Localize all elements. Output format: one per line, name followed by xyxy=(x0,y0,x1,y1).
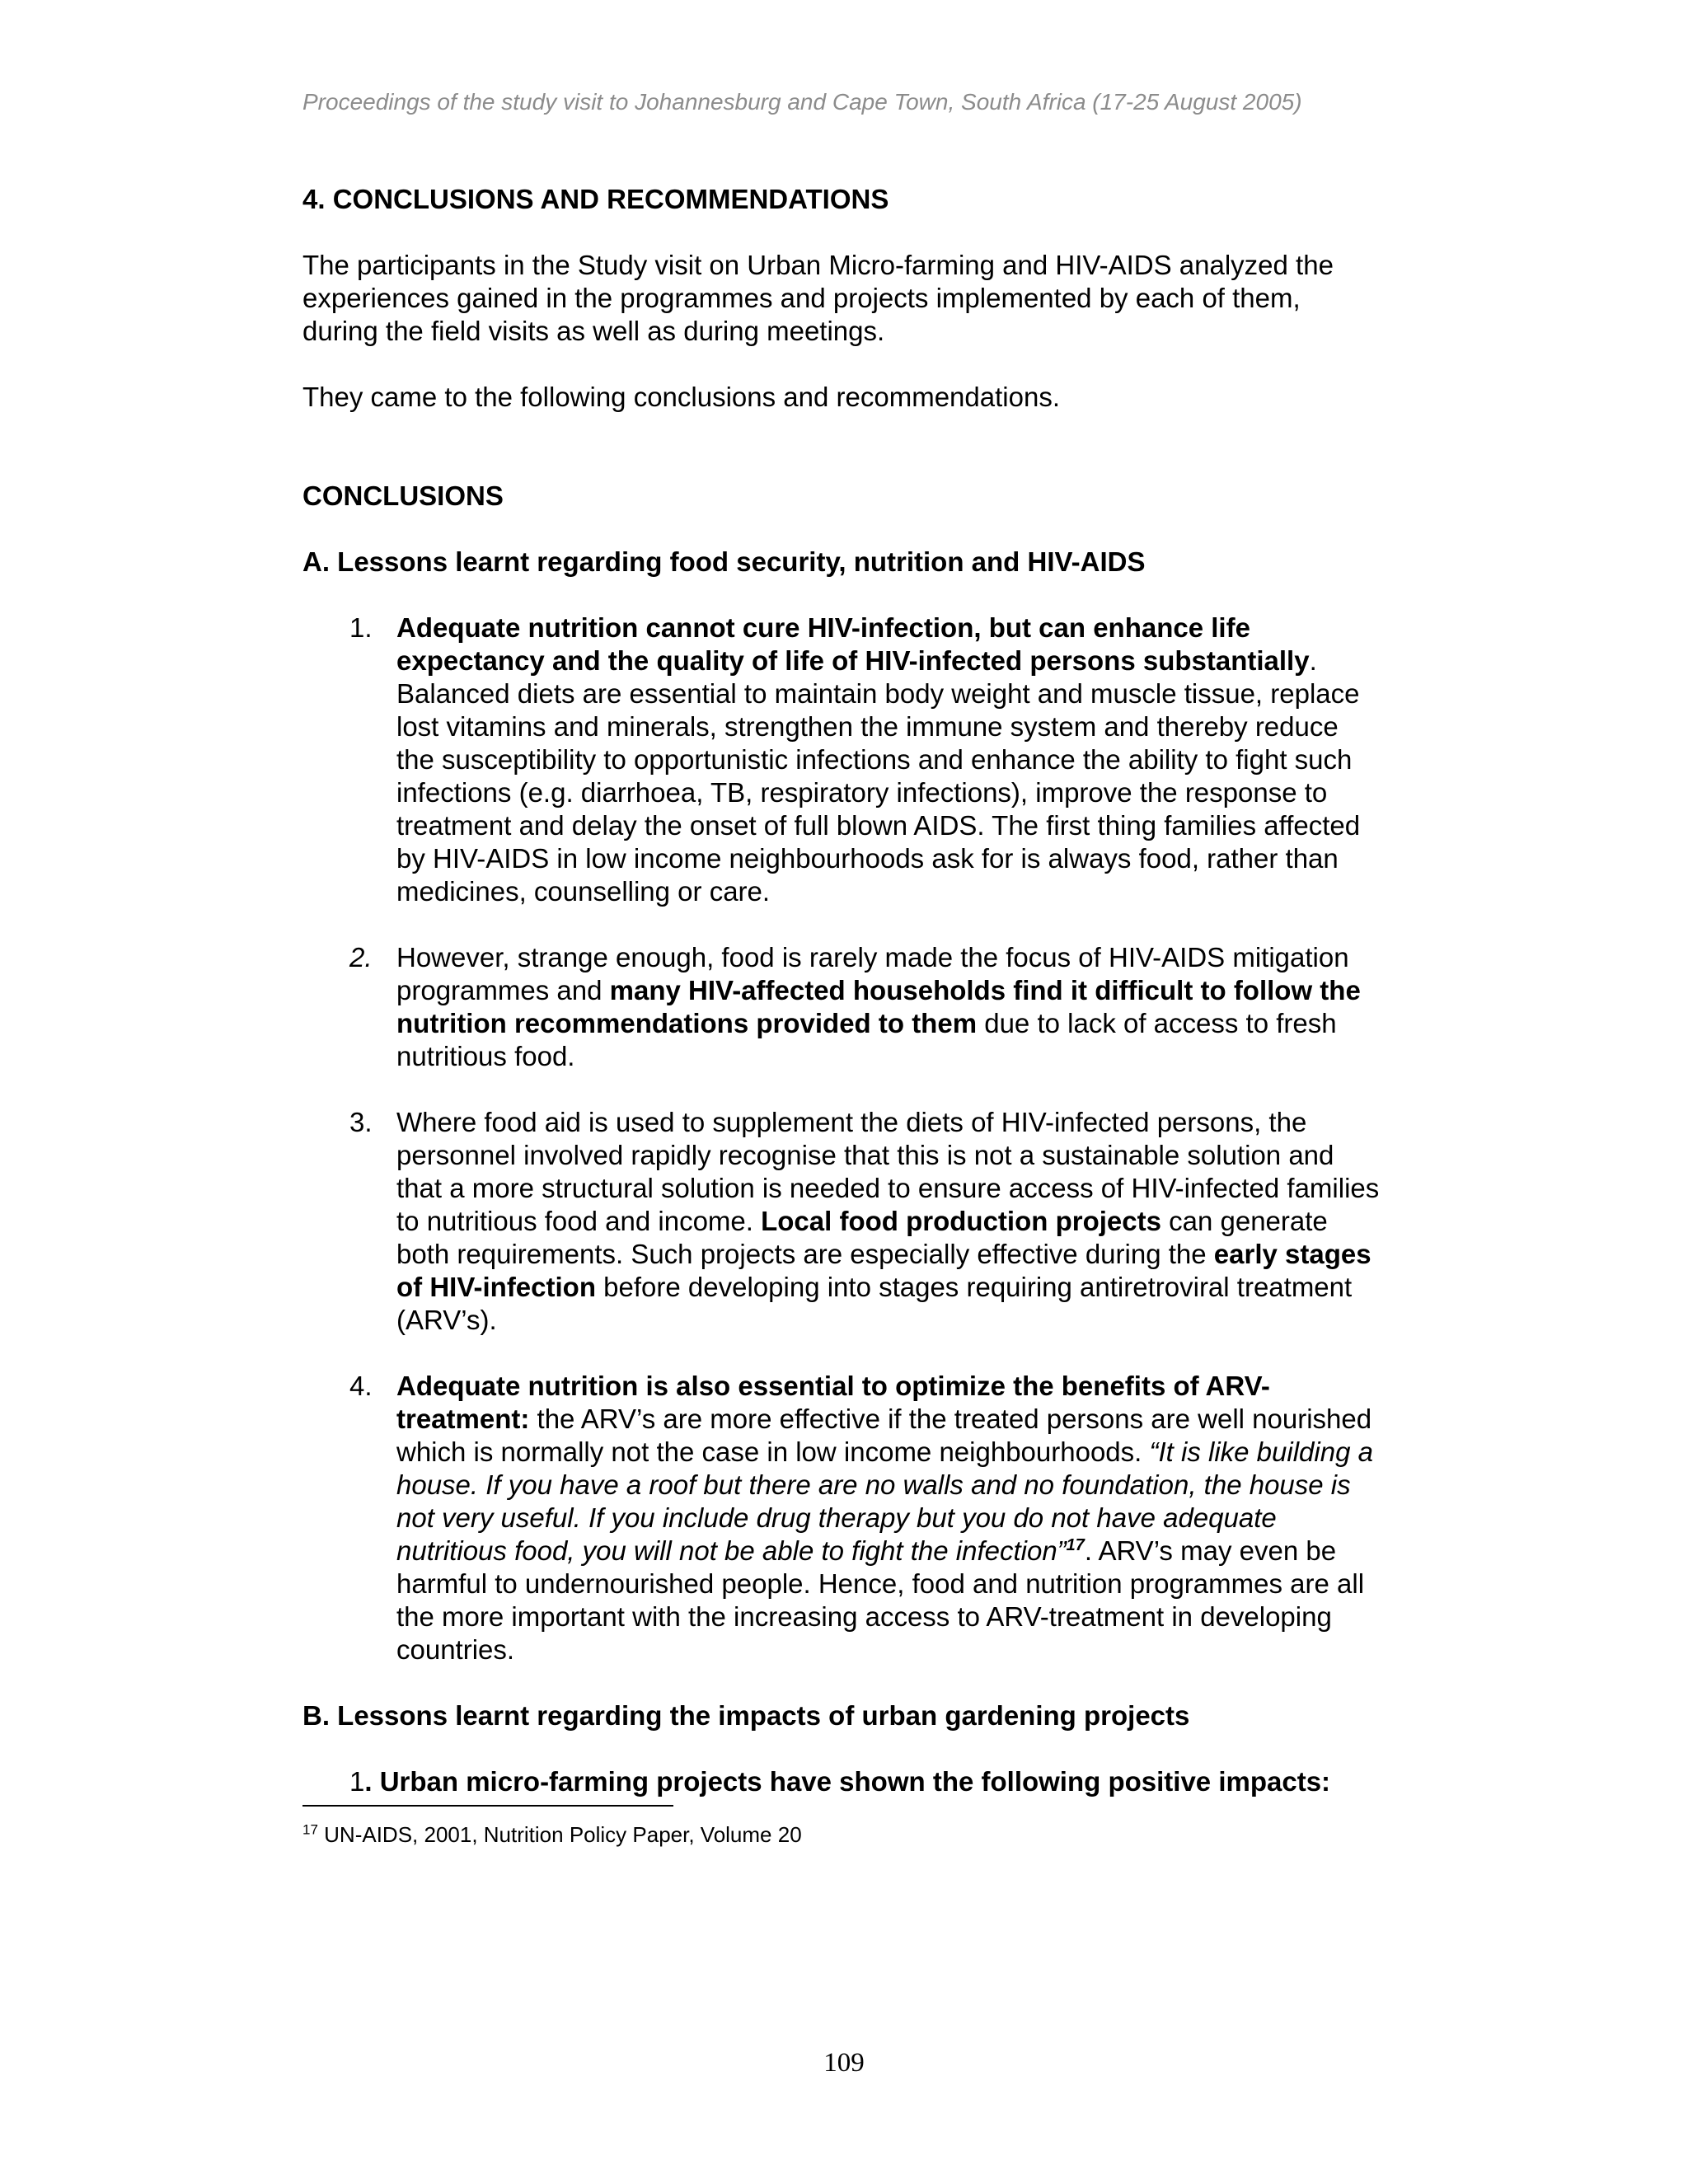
body-text: the ARV’s are more effective if the treated persons are well nourished which is normally not the case in low income neighbourhoods. xyxy=(396,1404,1372,1467)
footnote-reference[interactable]: 17 xyxy=(1066,1536,1085,1554)
subsection-a-heading: A. Lessons learnt regarding food security, nutrition and HIV-AIDS xyxy=(302,546,1146,577)
emphasis-text: Adequate nutrition is also essential to optimize the benefits of ARV-treatment: xyxy=(396,1371,1270,1434)
list-item-number: 3. xyxy=(349,1107,373,1137)
emphasis-text: early stages of HIV-infection xyxy=(396,1239,1372,1302)
footnote-divider xyxy=(302,1805,673,1807)
quote-text: “It is like building a house. If you have a roof but there are no walls and no foundation, the house is not very useful. If you include drug therapy but you do not have adequate nutritious food, you will not be able to fight the infection” xyxy=(396,1436,1373,1566)
emphasis-text: many HIV-affected households find it difficult to follow the nutrition recommendations provided to them xyxy=(396,975,1361,1038)
body-text: However, strange enough, food is rarely made the focus of HIV-AIDS mitigation programmes and xyxy=(396,942,1349,1005)
vertical-spacer xyxy=(302,447,1382,480)
body-text: . ARV’s may even be harmful to undernourished people. Hence, food and nutrition programmes are all the more important with the increasing access to ARV-treatment in developing countries. xyxy=(396,1535,1365,1665)
page-content xyxy=(302,183,1382,1798)
section-title: 4. CONCLUSIONS AND RECOMMENDATIONS xyxy=(302,184,889,214)
footnote xyxy=(302,1821,802,1848)
lessons-list-a xyxy=(302,612,1382,1666)
intro-paragraph-1: The participants in the Study visit on Urban Micro-farming and HIV-AIDS analyzed the experiences gained in the programmes and projects implemented by each of them, during the field visits as well as during meetings. xyxy=(302,250,1334,346)
body-text: before developing into stages requiring antiretroviral treatment (ARV’s). xyxy=(396,1272,1353,1335)
list-item xyxy=(302,941,1382,1073)
footnote-marker: 17 xyxy=(302,1821,318,1838)
body-text: Where food aid is used to supplement the diets of HIV-infected persons, the personnel involved rapidly recognise that this is not a sustainable solution and that a more structural solution is needed to ensure access of HIV-infected families to nutritious food and income. xyxy=(396,1107,1380,1236)
running-header: Proceedings of the study visit to Johannesburg and Cape Town, South Africa (17-25 August 2005) xyxy=(302,89,1302,115)
page-number: 109 xyxy=(823,2048,865,2078)
body-text: can generate both requirements. Such projects are especially effective during the xyxy=(396,1206,1328,1269)
impacts-item xyxy=(302,1765,1382,1798)
list-item xyxy=(302,1106,1382,1337)
intro-paragraph-2: They came to the following conclusions and recommendations. xyxy=(302,382,1060,412)
list-item-number: 1. xyxy=(349,612,373,643)
emphasis-text: Adequate nutrition cannot cure HIV-infection, but can enhance life expectancy and the quality of life of HIV-infected persons substantially xyxy=(396,612,1310,676)
list-item xyxy=(302,1370,1382,1666)
emphasis-text: Local food production projects xyxy=(761,1206,1161,1236)
body-text: . Balanced diets are essential to maintain body weight and muscle tissue, replace lost vitamins and minerals, strengthen the immune system and thereby reduce the susceptibility to opportunistic infections and enhance the ability to fight such infections (e.g. diarrhoea, TB, respiratory infections), improve the response to treatment and delay the onset of full blown AIDS. The first thing families affected by HIV-AIDS in low income neighbourhoods ask for is always food, rather than medicines, counselling or care. xyxy=(396,645,1361,907)
list-item xyxy=(302,612,1382,908)
body-text: due to lack of access to fresh nutritious food. xyxy=(396,1008,1337,1071)
emphasis-text: . Urban micro-farming projects have shown the following positive impacts: xyxy=(364,1766,1331,1797)
footnote-text: UN-AIDS, 2001, Nutrition Policy Paper, Volume 20 xyxy=(317,1822,802,1847)
list-item-number: 2. xyxy=(349,942,373,972)
subsection-b-heading: B. Lessons learnt regarding the impacts of urban gardening projects xyxy=(302,1700,1190,1731)
list-item-number: 4. xyxy=(349,1371,373,1401)
list-item-number: 1 xyxy=(349,1766,365,1797)
conclusions-heading: CONCLUSIONS xyxy=(302,480,504,511)
